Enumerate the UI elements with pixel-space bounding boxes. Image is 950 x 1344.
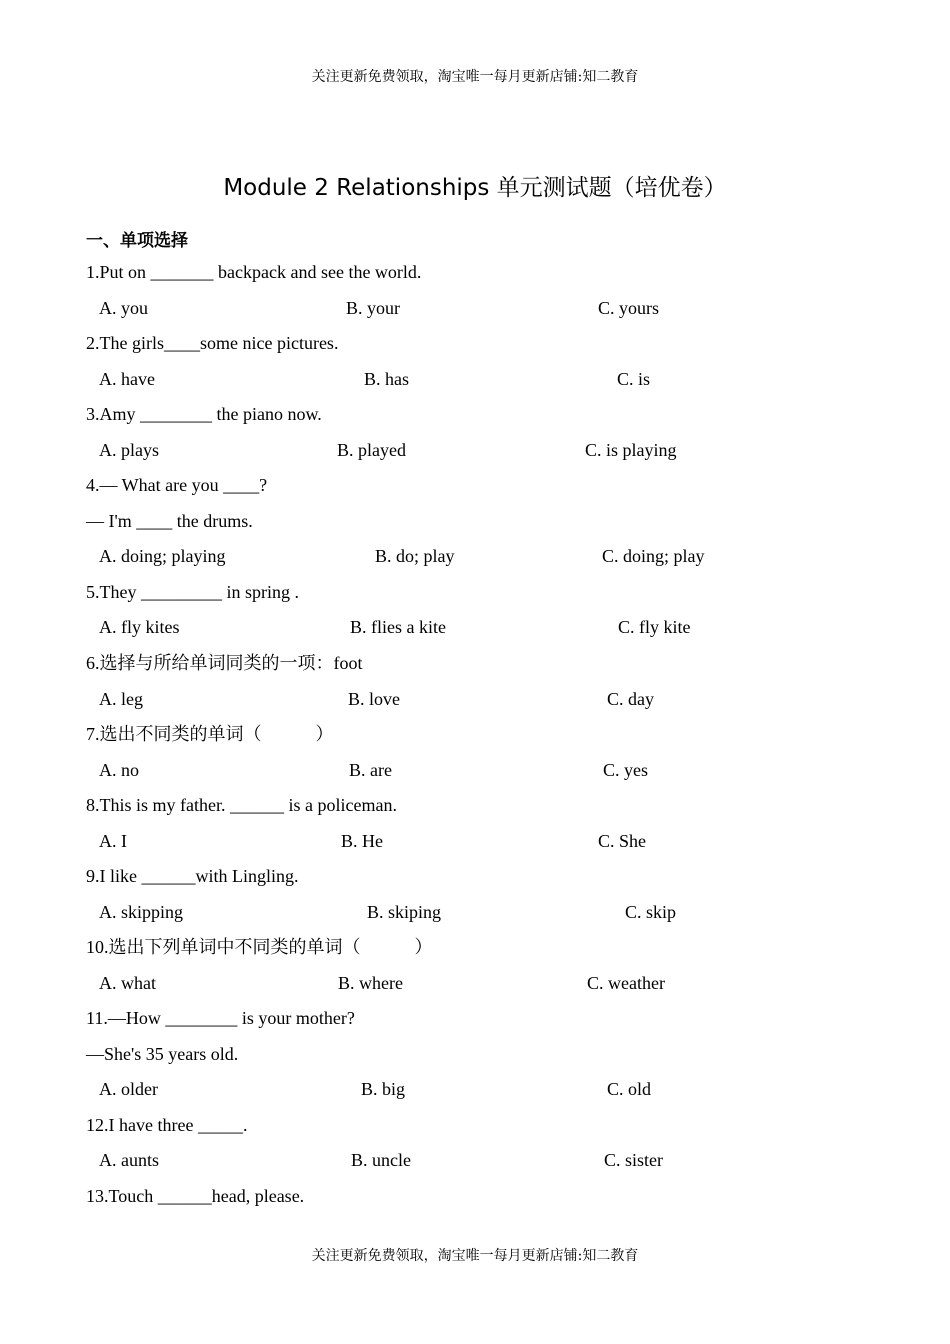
option-c[interactable]: C. day xyxy=(607,689,654,709)
question-stem: 5.They _________ in spring . xyxy=(86,582,299,602)
option-c[interactable]: C. is xyxy=(617,369,651,389)
question-stem: 12.I have three _____. xyxy=(86,1115,248,1135)
option-b[interactable]: B. love xyxy=(348,689,400,709)
question-stem: 9.I like ______with Lingling. xyxy=(86,866,299,886)
option-b[interactable]: B. skiping xyxy=(367,902,442,922)
option-a[interactable]: A. aunts xyxy=(99,1150,159,1170)
footer-note: 关注更新免费领取，淘宝唯一每月更新店铺:知二教育 xyxy=(311,1248,639,1264)
option-b[interactable]: B. flies a kite xyxy=(350,617,446,637)
question-stem: 1.Put on _______ backpack and see the world. xyxy=(86,262,422,282)
option-b[interactable]: B. He xyxy=(341,831,383,851)
option-c[interactable]: C. She xyxy=(598,831,647,851)
option-b[interactable]: B. played xyxy=(337,440,406,460)
option-a[interactable]: A. you xyxy=(99,298,148,318)
option-b[interactable]: B. are xyxy=(349,760,392,780)
question-stem: 13.Touch ______head, please. xyxy=(86,1186,305,1206)
question-stem: 11.—How ________ is your mother? xyxy=(86,1008,355,1028)
option-c[interactable]: C. old xyxy=(607,1079,652,1099)
option-b[interactable]: B. where xyxy=(338,973,403,993)
option-a[interactable]: A. skipping xyxy=(99,902,184,922)
option-a[interactable]: A. older xyxy=(99,1079,158,1099)
page-title: Module 2 Relationships 单元测试题（培优卷） xyxy=(223,175,727,201)
question-stem-line2: —She's 35 years old. xyxy=(86,1044,239,1064)
option-c[interactable]: C. yours xyxy=(598,298,660,318)
option-c[interactable]: C. fly kite xyxy=(618,617,691,637)
question-stem: 3.Amy ________ the piano now. xyxy=(86,404,322,424)
option-a[interactable]: A. no xyxy=(99,760,139,780)
option-c[interactable]: C. skip xyxy=(625,902,677,922)
option-a[interactable]: A. doing; playing xyxy=(99,546,226,566)
option-c[interactable]: C. yes xyxy=(603,760,648,780)
question-stem: 6.选择与所给单词同类的一项：foot xyxy=(86,653,363,673)
question-stem: 4.— What are you ____? xyxy=(86,475,268,495)
option-a[interactable]: A. fly kites xyxy=(99,617,180,637)
section-heading: 一、单项选择 xyxy=(86,231,188,251)
option-a[interactable]: A. leg xyxy=(99,689,143,709)
question-stem: 10.选出下列单词中不同类的单词（ ） xyxy=(86,937,433,957)
option-a[interactable]: A. what xyxy=(99,973,156,993)
option-b[interactable]: B. big xyxy=(361,1079,406,1099)
option-b[interactable]: B. has xyxy=(364,369,409,389)
option-a[interactable]: A. I xyxy=(99,831,127,851)
question-stem: 2.The girls____some nice pictures. xyxy=(86,333,339,353)
option-c[interactable]: C. sister xyxy=(604,1150,664,1170)
question-stem-line2: — I'm ____ the drums. xyxy=(86,511,253,531)
option-b[interactable]: B. your xyxy=(346,298,400,318)
option-b[interactable]: B. uncle xyxy=(351,1150,411,1170)
question-stem: 8.This is my father. ______ is a policeman. xyxy=(86,795,397,815)
option-c[interactable]: C. doing; play xyxy=(602,546,705,566)
header-note: 关注更新免费领取，淘宝唯一每月更新店铺:知二教育 xyxy=(311,69,639,85)
option-b[interactable]: B. do; play xyxy=(375,546,455,566)
option-c[interactable]: C. weather xyxy=(587,973,665,993)
option-a[interactable]: A. have xyxy=(99,369,155,389)
option-a[interactable]: A. plays xyxy=(99,440,159,460)
question-stem: 7.选出不同类的单词（ ） xyxy=(86,724,334,744)
option-c[interactable]: C. is playing xyxy=(585,440,677,460)
